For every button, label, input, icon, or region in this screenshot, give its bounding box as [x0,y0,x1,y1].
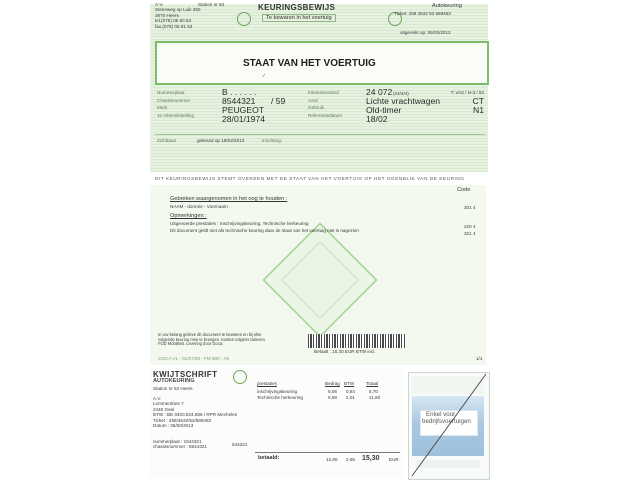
defects-code: 301 4 [464,205,476,210]
banner-title: STAAT VAN HET VOERTUIG [243,58,376,69]
defects-line: NAAM - donnée - Voornaam [170,204,228,209]
code-value: N1 [473,105,484,116]
col-header-amount: Bedrag [325,381,340,386]
col-header-services: prestaties [257,381,277,386]
total-sum: 15,30 [362,455,380,462]
ticket-number: Ticket: 258 4532 53 588463 [394,11,451,16]
pen-mark-icon: ⸝ [262,71,266,78]
total-vat: 2,65 [346,457,355,462]
field-label: Gebruik [308,105,325,111]
plate-value: B . . . . . . [222,87,257,97]
field-label: Chassisnummer [157,97,191,103]
vat-cell: 0,84 [346,389,355,394]
field-label: 1e Inbereikstelling [157,112,195,118]
divider [155,134,485,135]
statement-line: DIT KEURINGSBEWIJS STEMT OVEREEN MET DE STAAT VAN HET VOERTUIG OP HET OGENBLIK VAN DE KEURING [155,176,465,181]
reference-date-value: 18/02 [366,114,388,124]
certificate-title: KEURINGSBEWIJS [258,3,336,12]
col-header-total: Totaal [366,381,379,386]
field-label: Aard [308,97,318,103]
vehicle-labels-right [308,90,363,118]
station-line: tel.(078) 05 80 53 [155,18,192,24]
footer-form-code: GOCA VL - 01/07/09 - FM 800 - A5 [158,356,230,361]
issue-date: uitgereikt op: 06/03/2013 [400,30,451,35]
coupon-text-2: bedrijfsvoertuigen [422,418,471,425]
code-value: CT [472,96,484,107]
vehicle-codes [440,90,484,115]
field-label: Referentiedatum [308,112,342,118]
receipt-plates: nummerplaat : 1544321 chassisnummer : 8544321 [153,439,207,450]
remarks-code: 321 4 [464,231,476,236]
receipt-station: Station nr 53 Heers [153,386,193,391]
chassis-suffix: / 59 [271,96,286,106]
mileage-value: 24 072 [366,87,393,97]
total-cell: 11,60 [369,395,381,400]
coupon-text-1: Enkel voor [426,411,456,418]
defects-title: Gebreken waargenomen in het oog te houden : [170,196,288,202]
total-amount: 12,65 [326,457,338,462]
void-diagonal [408,372,488,478]
barcode [308,334,406,348]
total-rule [255,452,400,453]
station-number: Station nr 53 [198,2,225,7]
vehicle-labels-left [157,90,212,118]
page-number: 1/1 [476,356,483,361]
col-header-vat: BTW [344,381,355,386]
remarks-line: Uitgevoerde prestaties : Inschrijvingskeuring, Technische herkeuring [170,221,309,226]
code-header: Code [457,187,471,193]
total-label: betaald: [258,455,280,461]
footer-mid: Inrichting: [262,138,282,143]
receipt-plate-extra: 544321 [232,442,248,447]
usage-value: Old-timer [366,105,402,115]
station-line: Steenweg op Luik 350 [155,7,201,13]
stamp-icon [237,12,251,26]
amount-cell: 5,06 [328,389,337,394]
remarks-line: Dit document geldt niet als technische keuring daar de staat van het voertuig niet is nagezien [170,228,359,233]
field-label: Nummerplaat [157,90,185,95]
remarks-code: 220 4 [464,224,476,229]
first-registration-value: 28/01/1974 [222,114,266,124]
station-line: 3870 Heers [155,12,179,18]
field-label: Kilometerstand [308,90,339,95]
vat-cell: 2,01 [346,395,355,400]
brand-value: PEUGEOT [222,105,265,115]
station-line: A.V. [155,2,164,7]
code-value: T: VA2 / N-3 / 04 [450,90,484,95]
station-line: fax.(078) 05 91 53 [155,23,193,29]
remarks-title: Opmerkingen : [170,213,207,219]
amount-cell: 9,58 [328,395,337,400]
watermark-diamond [255,215,385,345]
autokeuring-label: Autokeuring [432,3,462,9]
footer-label: Zichtbaar [157,138,177,143]
total-cell: 5,70 [369,389,378,394]
service-line: Technische herkeuring [257,395,303,400]
receipt-address: A.V. Lommerdries 7 2440 Geel BTW : BE 0400.824.686 / RPR Mechelen Ticket : 258/4532/53/588463 Datum : 06/03/2013 [153,396,238,429]
footer-amount: Betaalt : 15,30 EUR BTW incl. [314,349,376,354]
field-label: Merk [157,105,168,111]
chassis-value: 8544321 [222,96,256,106]
vehicle-values-left [222,88,292,124]
mileage-note: (24/3/4) [393,91,409,96]
footer-value: gekeurd op 18/02/2013 [197,138,245,143]
currency: EUR [389,457,399,462]
service-line: inschrijvingskeuring [257,389,298,394]
fine-print: In Uw belang gelieve dit document te bewaren en bij elke volgende keuring mee te brengen. Kosten volgens tarieven FOD Mobiliteit. Levering door Goca. [158,332,265,347]
certificate-subtitle: Te bewaren in het voertuig [262,14,336,22]
receipt-title: KWIJTSCHRIFT [153,370,218,379]
stamp-icon [233,370,247,384]
receipt-subtitle: AUTOKEURING [153,378,195,384]
type-value: Lichte vrachtwagen [366,96,441,106]
